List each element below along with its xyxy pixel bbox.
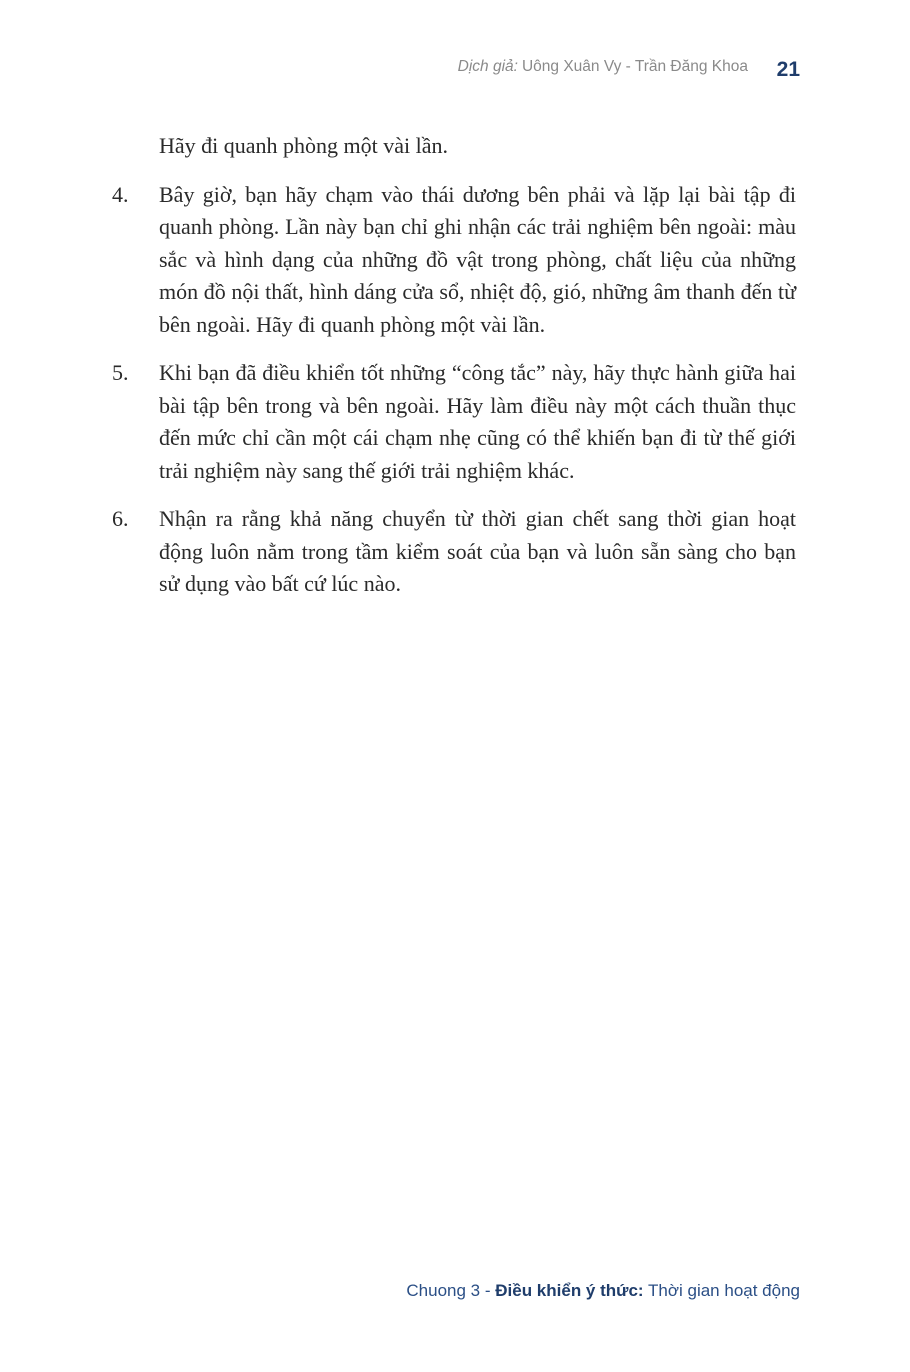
page-number: 21 bbox=[776, 58, 800, 81]
footer-chapter-title: Điều khiển ý thức: bbox=[495, 1281, 644, 1300]
list-item-text: Khi bạn đã điều khiển tốt những “công tắc” này, hãy thực hành giữa hai bài tập bên trong và bên ngoài. Hãy làm điều này một cách thuần thục đến mức chỉ cần một cái chạm nhẹ cũng có thể khiến bạn đi từ thế giới trải nghiệm này sang thế giới trải nghiệm khác. bbox=[159, 360, 796, 483]
translator-label: Dịch giả: bbox=[457, 58, 518, 75]
footer-chapter: Chuong 3 - bbox=[406, 1281, 496, 1300]
lead-paragraph: Hãy đi quanh phòng một vài lần. bbox=[159, 133, 449, 158]
footer-subtitle: Thời gian hoạt động bbox=[643, 1281, 800, 1300]
list-item-text: Nhận ra rằng khả năng chuyển từ thời gian chết sang thời gian hoạt động luôn nằm trong tầm kiểm soát của bạn và luôn sẵn sàng cho bạn sử dụng vào bất cứ lúc nào. bbox=[159, 506, 796, 596]
list-item-number: 5. bbox=[112, 360, 129, 385]
list-item-number: 4. bbox=[112, 181, 129, 207]
body-text bbox=[112, 130, 796, 601]
translator-names: Uông Xuân Vy - Trần Đăng Khoa bbox=[521, 58, 748, 75]
list-item bbox=[112, 179, 796, 342]
list-item-number: 6. bbox=[112, 506, 129, 531]
list-item bbox=[112, 357, 796, 487]
running-head bbox=[458, 58, 748, 76]
list-item-text: Bây giờ, bạn hãy chạm vào thái dương bên phải và lặp lại bài tập đi quanh phòng. Lần này bạn chỉ ghi nhận các trải nghiệm bên ngoài: màu sắc và hình dạng của những đồ vật trong phòng, chất liệu của những món đồ nội thất, hình dáng cửa sổ, nhiệt độ, gió, những âm thanh đến từ bên ngoài. Hãy đi quanh phòng một vài lần. bbox=[159, 181, 796, 337]
list-item bbox=[112, 503, 796, 601]
chapter-footer bbox=[406, 1281, 800, 1301]
